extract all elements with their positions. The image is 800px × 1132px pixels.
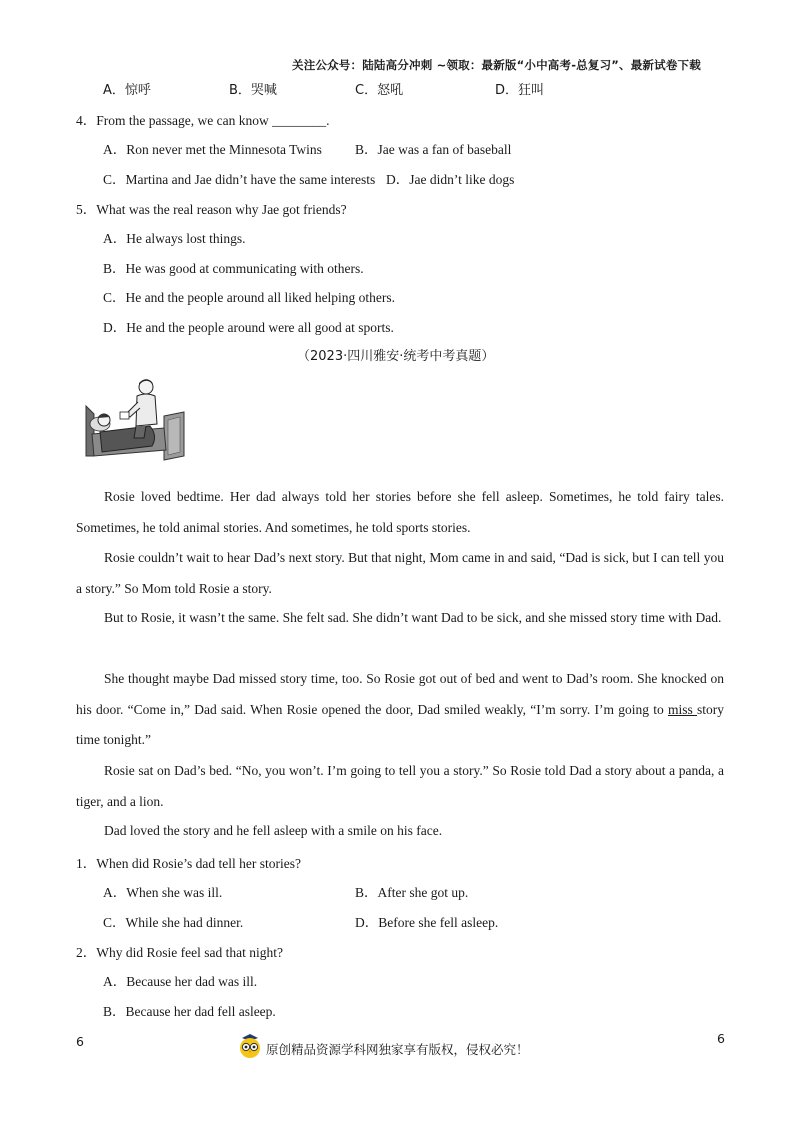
passage-paragraph-6: Dad loved the story and he fell asleep with a smile on his face. — [104, 823, 443, 838]
q3-option-d: D．狂叫 — [495, 83, 545, 98]
q3-option-c: C．怒吼 — [355, 83, 404, 98]
bedtime-illustration — [80, 376, 188, 464]
q3-option-b: B．哭喊 — [229, 83, 277, 98]
q4-option-d: D．Jae didn’t like dogs — [386, 172, 515, 187]
page-number-left: 6 — [76, 1034, 84, 1049]
q3-option-a: A．惊呼 — [103, 83, 151, 98]
passage-paragraph-3: But to Rosie, it wasn’t the same. She felt sad. She didn’t want Dad to be sick, and she missed story time with Dad. — [104, 610, 722, 625]
passage-paragraph-4-end: story time tonight.” — [76, 701, 725, 747]
passage-paragraph-4 — [76, 664, 724, 756]
q5-option-c: C．He and the people around all liked helping others. — [103, 290, 396, 305]
owl-logo-icon — [236, 1031, 264, 1059]
q1-option-c: C．While she had dinner. — [103, 915, 244, 930]
page-header: 关注公众号：陆陆高分冲刺 ~领取：最新版“小中高考-总复习”、最新试卷下载 — [292, 58, 701, 72]
q1-option-b: B．After she got up. — [355, 885, 469, 900]
q5-option-d: D．He and the people around were all good at sports. — [103, 320, 394, 335]
q4-option-b: B．Jae was a fan of baseball — [355, 142, 512, 157]
q4-option-c: C．Martina and Jae didn’t have the same interests — [103, 172, 376, 187]
passage-paragraph-1: Rosie loved bedtime. Her dad always told her stories before she fell asleep. Sometimes, he told fairy tales. Sometimes, he told animal stories. And sometimes, he told sports stories. — [76, 489, 724, 535]
passage-source: （2023·四川雅安·统考中考真题） — [297, 349, 495, 364]
q5-option-a: A．He always lost things. — [103, 231, 246, 246]
q1-option-a: A．When she was ill. — [103, 885, 223, 900]
q5-option-b: B．He was good at communicating with others. — [103, 261, 364, 276]
page-number-right: 6 — [717, 1031, 725, 1046]
passage-paragraph-5: Rosie sat on Dad’s bed. “No, you won’t. I’m going to tell you a story.” So Rosie told Dad a story about a panda, a tiger, and a lion. — [76, 763, 724, 809]
passage-paragraph-4-start: She thought maybe Dad missed story time, too. So Rosie got out of bed and went to Dad’s room. She knocked on his door. “Come in,” Dad said. When Rosie opened the door, Dad smiled weakly, “I’m sorry. I’m going to — [76, 671, 724, 717]
q1-option-d: D．Before she fell asleep. — [355, 915, 499, 930]
q2-option-a: A．Because her dad was ill. — [103, 974, 258, 989]
q2-stem: 2．Why did Rosie feel sad that night? — [76, 945, 283, 960]
q1-stem: 1．When did Rosie’s dad tell her stories? — [76, 856, 301, 871]
q5-stem: 5．What was the real reason why Jae got friends? — [76, 202, 347, 217]
underlined-word-miss: miss — [667, 701, 698, 717]
q4-option-a: A．Ron never met the Minnesota Twins — [103, 142, 322, 157]
passage-paragraph-2: Rosie couldn’t wait to hear Dad’s next story. But that night, Mom came in and said, “Dad is sick, but I can tell you a story.” So Mom told Rosie a story. — [76, 550, 724, 596]
copyright-notice: 原创精品资源学科网独家享有版权，侵权必究！ — [266, 1042, 529, 1057]
q4-stem: 4．From the passage, we can know ________. — [76, 113, 330, 128]
q2-option-b: B．Because her dad fell asleep. — [103, 1004, 276, 1019]
